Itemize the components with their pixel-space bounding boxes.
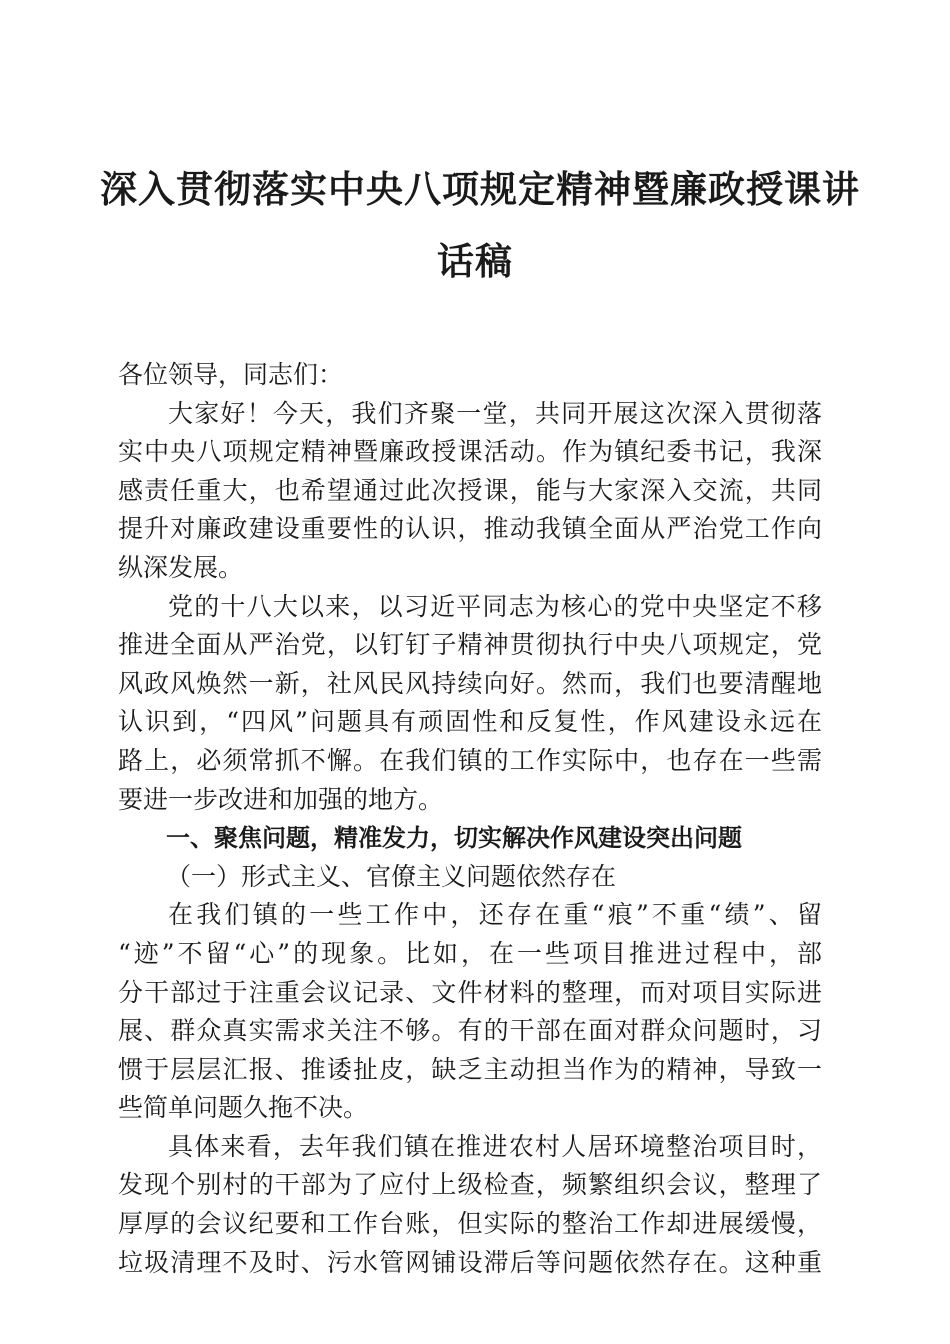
document-title-line-1: 深入贯彻落实中央八项规定精神暨廉政授课讲 — [100, 168, 860, 211]
text-line: 些简单问题久拖不决。 — [118, 1093, 369, 1123]
text-line: 推进全面从严治党，以钉钉子精神贯彻执行中央八项规定，党 — [118, 630, 822, 660]
text-line: 路上，必须常抓不懈。在我们镇的工作实际中，也存在一些需 — [118, 745, 822, 775]
text-line: 展、群众真实需求关注不够。有的干部在面对群众问题时，习 — [118, 1016, 822, 1046]
text-line: 厚厚的会议纪要和工作台账，但实际的整治工作却进展缓慢， — [118, 1209, 822, 1239]
text-line: 感责任重大，也希望通过此次授课，能与大家深入交流，共同 — [118, 475, 822, 505]
text-line: 党的十八大以来，以习近平同志为核心的党中央坚定不移 — [168, 591, 822, 621]
text-line: 提升对廉政建设重要性的认识，推动我镇全面从严治党工作向 — [118, 514, 822, 544]
text-line: 纵深发展。 — [118, 552, 244, 582]
document-title-line-2: 话稿 — [437, 240, 513, 283]
section-heading: 一、聚焦问题，精准发力，切实解决作风建设突出问题 — [166, 824, 742, 853]
text-line: 垃圾清理不及时、污水管网铺设滞后等问题依然存在。这种重 — [118, 1247, 822, 1277]
text-line: 风政风焕然一新，社风民风持续向好。然而，我们也要清醒地 — [118, 668, 822, 698]
text-line: 在我们镇的一些工作中，还存在重“痕”不重“绩”、留 — [168, 900, 822, 930]
subsection-heading: （一）形式主义、官僚主义问题依然存在 — [166, 861, 617, 891]
text-line: 发现个别村的干部为了应付上级检查，频繁组织会议，整理了 — [118, 1170, 822, 1200]
text-line: 要进一步改进和加强的地方。 — [118, 784, 444, 814]
text-line: 惯于层层汇报、推诿扯皮，缺乏主动担当作为的精神，导致一 — [118, 1054, 822, 1084]
document-body — [118, 356, 822, 1282]
text-line: 认识到，“四风”问题具有顽固性和反复性，作风建设永远在 — [118, 707, 822, 737]
text-line: 大家好！今天，我们齐聚一堂，共同开展这次深入贯彻落 — [168, 398, 822, 428]
text-line: 实中央八项规定精神暨廉政授课活动。作为镇纪委书记，我深 — [118, 437, 822, 467]
text-line: 具体来看，去年我们镇在推进农村人居环境整治项目时， — [168, 1131, 822, 1161]
text-line: “迹”不留“心”的现象。比如，在一些项目推进过程中，部 — [118, 938, 822, 968]
text-line: 分干部过于注重会议记录、文件材料的整理，而对项目实际进 — [118, 977, 822, 1007]
salutation: 各位领导，同志们： — [118, 360, 344, 389]
